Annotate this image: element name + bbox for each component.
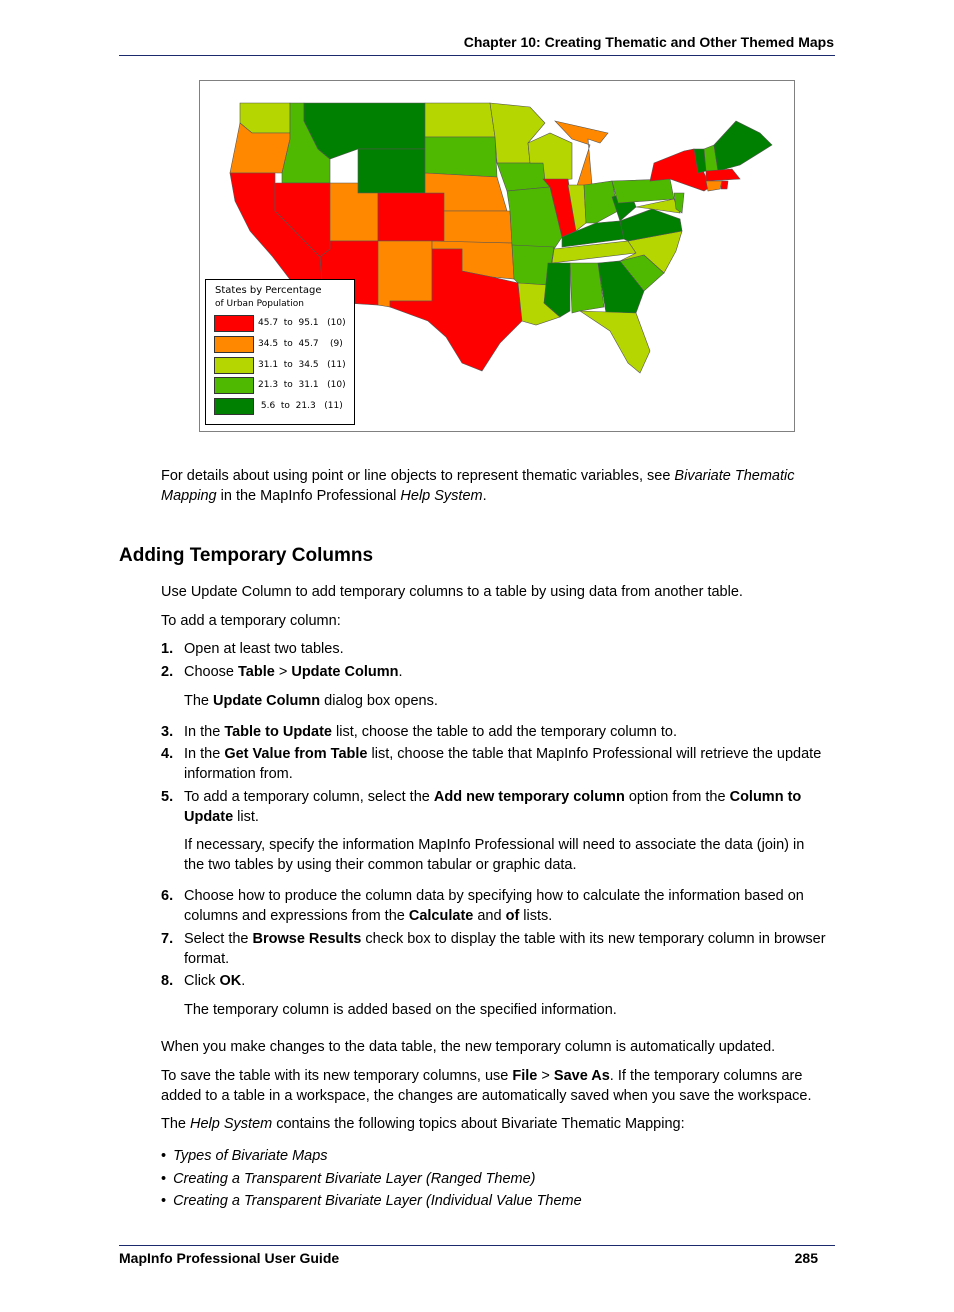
step-fragment: dialog box opens. [320,693,438,709]
section-paragraph: When you make changes to the data table, the new temporary column is automatically updated. [161,1039,776,1055]
bullet-dot: • [161,1171,167,1187]
state-ma [706,169,740,181]
intro-link-ref: Mapping [161,488,217,504]
para-fragment: . If the temporary columns are [609,1068,803,1084]
bullet-dot: • [161,1193,167,1209]
step-note [184,691,836,711]
state-ia [497,163,550,191]
step-fragment: Select the [184,931,253,947]
step-fragment: If necessary, specify the information MapInfo Professional will need to associate the data (join) in [184,837,805,853]
section-paragraph [161,1066,836,1106]
ui-term: Table to Update [224,724,332,740]
ui-term: of [505,908,520,924]
step-text [184,929,836,969]
legend-label: 31.1 to 34.5 (11) [258,360,346,370]
state-fl [580,311,650,373]
step-fragment: columns and expressions from the [184,908,409,924]
state-co [378,193,444,241]
step-fragment: check box to display the table with its new temporary column in browser [361,931,826,947]
section-heading: Adding Temporary Columns [119,545,374,566]
para-fragment: > [537,1068,554,1084]
legend-row [214,377,350,394]
state-oh [584,181,618,223]
state-sd [425,137,497,177]
step-fragment: . [241,973,246,989]
ui-term: Save As [553,1068,610,1084]
step-number: 3. [161,724,174,740]
state-wy [358,149,425,193]
step-text [184,886,836,926]
section-paragraph [161,1114,836,1134]
footer-guide-title: MapInfo Professional User Guide [119,1250,340,1266]
intro-paragraph [161,466,836,506]
step-fragment: In the [184,746,225,762]
ui-term: File [512,1068,538,1084]
step-text [184,787,836,827]
step-fragment: Choose [184,664,239,680]
step-fragment: Choose how to produce the column data by specifying how to calculate the information based on [184,888,804,904]
step-note [184,835,836,875]
step-number: 5. [161,789,174,805]
state-ct [706,181,722,191]
header-rule [119,55,835,56]
state-nm [378,241,432,307]
help-system-ref: Help System [400,488,483,504]
footer-page-number: 285 [794,1250,818,1266]
step-number: 6. [161,888,174,904]
topic-bullet[interactable] [161,1169,536,1189]
ui-term: Column to [729,789,802,805]
legend-label: 5.6 to 21.3 (11) [258,401,343,411]
legend-row [214,398,350,415]
state-me [714,121,772,171]
topic-bullet[interactable] [161,1191,582,1211]
topic-link[interactable]: Types of Bivariate Maps [173,1148,328,1164]
step-text [184,722,836,742]
ui-term: Table [238,664,275,680]
para-fragment: The [161,1116,191,1132]
step-text [184,971,836,991]
step-fragment: . [398,664,403,680]
step-text [184,744,836,784]
intro-text: For details about using point or line objects to represent thematic variables, see [161,468,675,484]
para-fragment: contains the following topics about Bivariate Thematic Mapping: [272,1116,685,1132]
map-legend [205,279,355,425]
legend-swatch [214,398,254,415]
para-fragment: added to a table in a workspace, the changes are automatically saved when you save the workspace. [161,1088,812,1104]
state-wa [240,103,290,133]
step-number: 8. [161,973,174,989]
legend-title: States by Percentage [215,285,322,296]
section-paragraph: Use Update Column to add temporary columns to a table by using data from another table. [161,584,743,600]
step-number: 4. [161,746,174,762]
step-number: 2. [161,664,174,680]
step-fragment: > [274,664,292,680]
state-ks [444,211,512,243]
legend-swatch [214,377,254,394]
ui-term: Calculate [408,908,474,924]
legend-swatch [214,336,254,353]
legend-label: 45.7 to 95.1 (10) [258,318,346,328]
step-fragment: list, choose the table that MapInfo Professional will retrieve the update [367,746,822,762]
step-text: Open at least two tables. [184,641,344,657]
step-fragment: Click [184,973,220,989]
legend-row [214,357,350,374]
step-number: 7. [161,931,174,947]
help-system-ref: Help System [190,1116,273,1132]
thematic-map-figure [199,80,795,432]
legend-subtitle: of Urban Population [215,299,304,309]
step-fragment: list, choose the table to add the temporary column to. [332,724,677,740]
step-note: The temporary column is added based on the specified information. [184,1002,617,1018]
legend-swatch [214,315,254,332]
step-number: 1. [161,641,174,657]
topic-link[interactable]: Creating a Transparent Bivariate Layer (Individual Value Theme [173,1193,582,1209]
section-paragraph: To add a temporary column: [161,613,341,629]
step-fragment: The [184,693,214,709]
topic-bullet[interactable] [161,1146,328,1166]
step-fragment: and [473,908,506,924]
topic-link[interactable]: Creating a Transparent Bivariate Layer (Ranged Theme) [173,1171,536,1187]
ui-term: Browse Results [252,931,362,947]
step-fragment: lists. [519,908,553,924]
step-fragment: the two tables by using their common tabular or graphic data. [184,857,577,873]
intro-text: in the MapInfo Professional [216,488,401,504]
legend-row [214,336,350,353]
intro-link-ref: Bivariate Thematic [674,468,795,484]
ui-term: Update [184,809,234,825]
para-fragment: To save the table with its new temporary columns, use [161,1068,513,1084]
intro-text: . [482,488,487,504]
state-nd [425,103,495,137]
step-fragment: list. [233,809,259,825]
ui-term: Update Column [213,693,321,709]
legend-label: 21.3 to 31.1 (10) [258,380,346,390]
bullet-dot: • [161,1148,167,1164]
step-fragment: In the [184,724,225,740]
ui-term: Get Value from Table [224,746,368,762]
legend-row [214,315,350,332]
step-fragment: information from. [184,766,293,782]
state-ri [721,181,728,189]
step-fragment: format. [184,951,230,967]
step-fragment: To add a temporary column, select the [184,789,434,805]
legend-swatch [214,357,254,374]
legend-label: 34.5 to 45.7 (9) [258,339,343,349]
ui-term: Update Column [291,664,399,680]
step-fragment: option from the [624,789,730,805]
state-pa [612,179,674,203]
footer-rule [119,1245,835,1246]
step-text [184,662,836,682]
chapter-header: Chapter 10: Creating Thematic and Other Themed Maps [463,34,834,50]
ui-term: OK [219,973,242,989]
ui-term: Add new temporary column [433,789,625,805]
